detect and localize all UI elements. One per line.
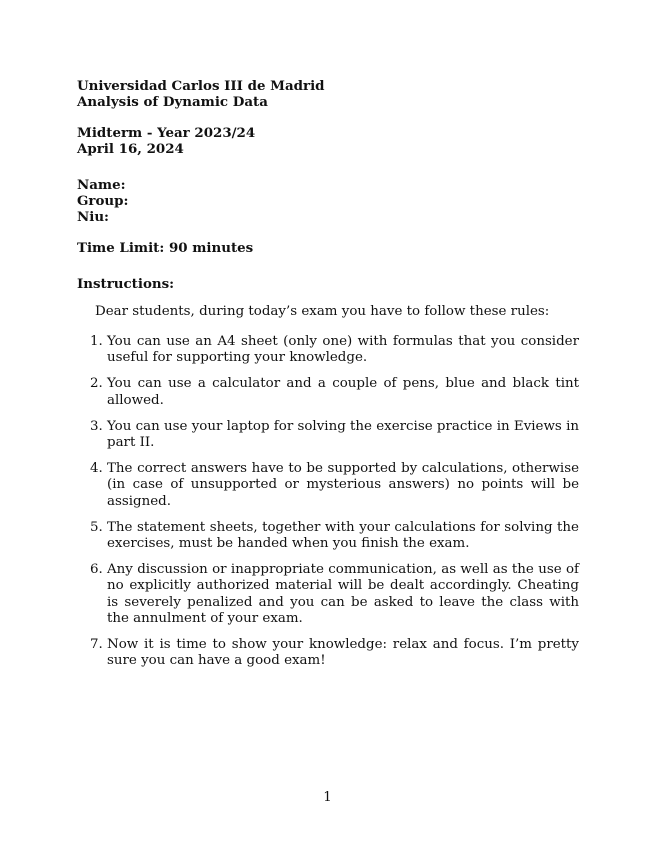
list-item-text: The statement sheets, together with your calculations for solving the exercises, must be handed when you finish the exam. bbox=[107, 519, 579, 552]
instructions-intro: Dear students, during today’s exam you have to follow these rules: bbox=[95, 304, 550, 319]
list-item-number: 4. bbox=[90, 461, 103, 477]
list-item-text: The correct answers have to be supported by calculations, otherwise (in case of unsupported or mysterious answers) no points will be assigned. bbox=[107, 461, 579, 509]
list-item-text: You can use an A4 sheet (only one) with formulas that you consider useful for supporting your knowledge. bbox=[107, 334, 579, 366]
list-item bbox=[77, 520, 579, 552]
list-item bbox=[77, 562, 579, 627]
list-item bbox=[77, 419, 579, 451]
list-item bbox=[77, 461, 579, 510]
list-item-text: You can use a calculator and a couple of pens, blue and black tint allowed. bbox=[107, 376, 579, 408]
instructions-list bbox=[77, 334, 579, 669]
student-fields bbox=[77, 177, 579, 225]
list-item bbox=[77, 376, 579, 408]
exam-date: April 16, 2024 bbox=[77, 141, 184, 157]
exam-title: Midterm - Year 2023/24 bbox=[77, 125, 256, 141]
group-label: Group: bbox=[77, 193, 129, 209]
exam-cover-page bbox=[77, 78, 579, 679]
list-item-text: Now it is time to show your knowledge: relax and focus. I’m pretty sure you can have a good exam! bbox=[107, 637, 579, 669]
list-item-number: 3. bbox=[90, 418, 103, 434]
exam-header bbox=[77, 78, 579, 110]
course-name: Analysis of Dynamic Data bbox=[77, 94, 268, 110]
university-name: Universidad Carlos III de Madrid bbox=[77, 78, 325, 94]
list-item-number: 5. bbox=[90, 519, 103, 535]
list-item bbox=[77, 637, 579, 669]
niu-label: Niu: bbox=[77, 209, 110, 225]
instructions-heading: Instructions: bbox=[77, 276, 175, 292]
list-item-number: 2. bbox=[90, 376, 103, 392]
list-item-number: 1. bbox=[90, 334, 103, 349]
list-item bbox=[77, 334, 579, 366]
list-item-number: 7. bbox=[90, 637, 103, 653]
list-item-number: 6. bbox=[90, 562, 103, 578]
name-label: Name: bbox=[77, 177, 126, 193]
time-limit: Time Limit: 90 minutes bbox=[77, 240, 254, 256]
list-item-text: You can use your laptop for solving the exercise practice in Eviews in part II. bbox=[107, 418, 579, 451]
list-item-text: Any discussion or inappropriate communication, as well as the use of no explicitly authorized material will be dealt accordingly. Cheating is severely penalized and you can be asked to leave the class with the annulment of your exam. bbox=[107, 562, 579, 626]
page-number: 1 bbox=[323, 790, 332, 805]
exam-info bbox=[77, 125, 579, 157]
